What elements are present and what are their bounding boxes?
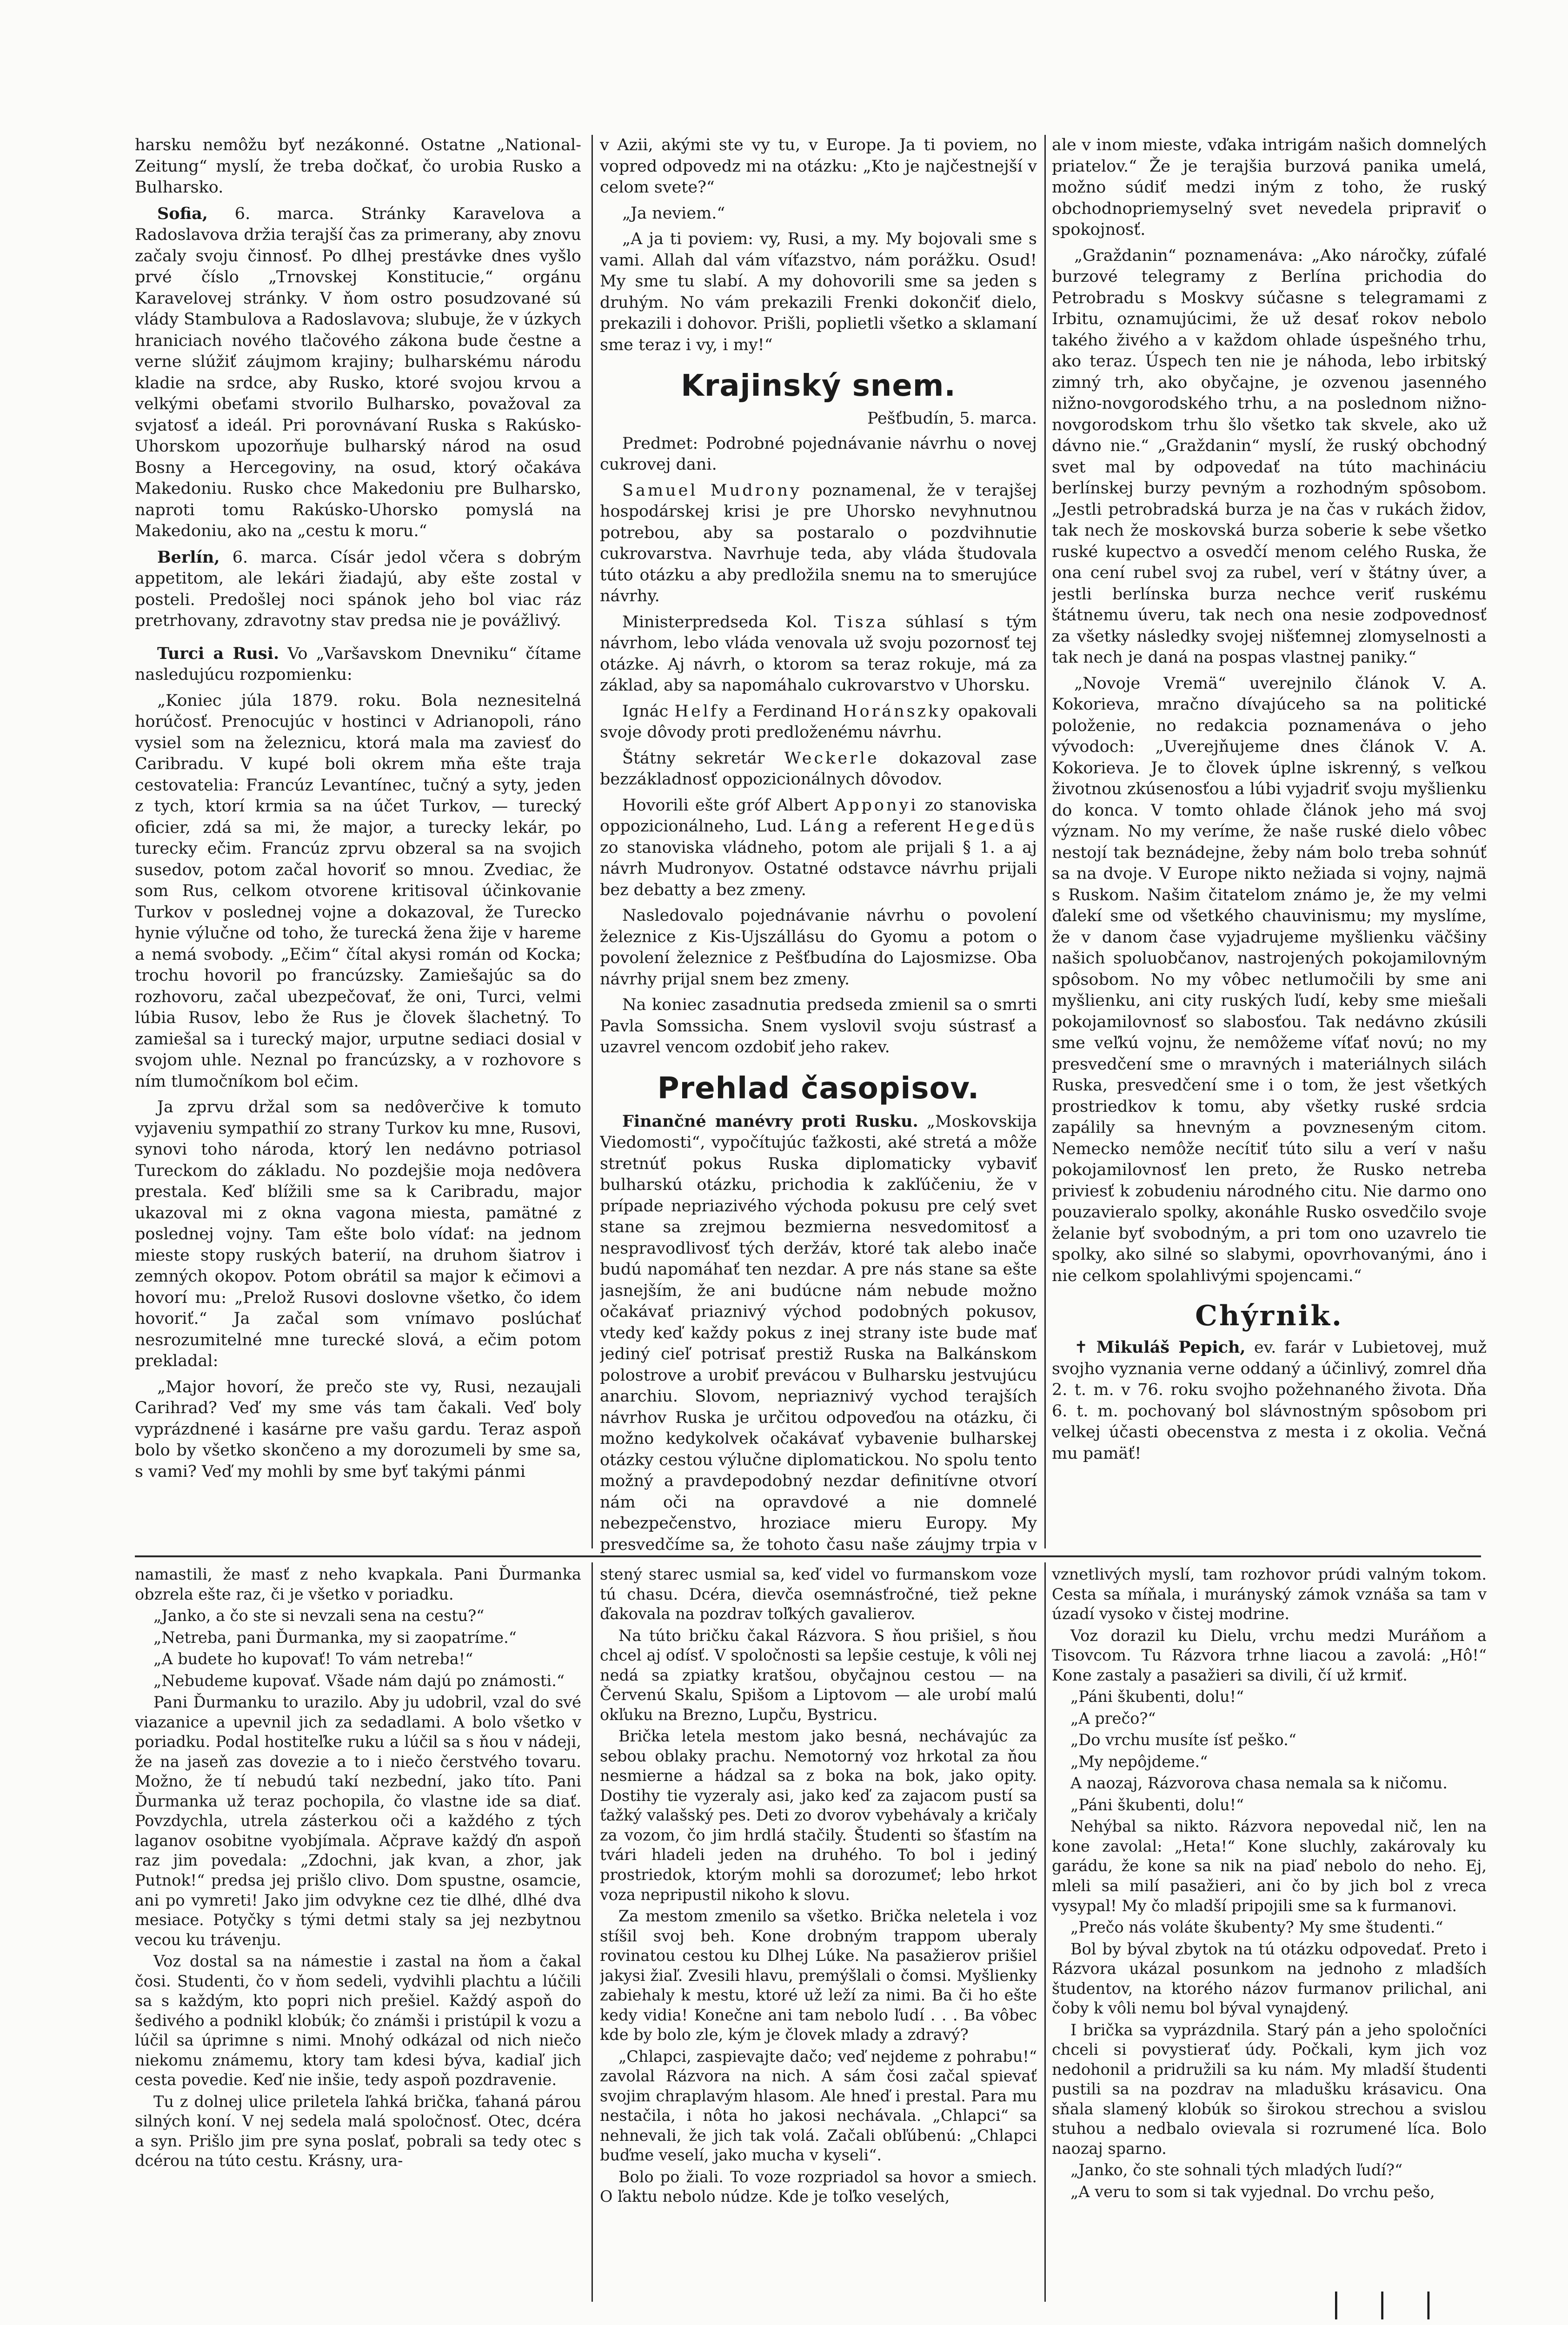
feuilleton-2-p2: Brička letela mestom jako besná, nechávajúc za sebou oblaky prachu. Nemotorný voz hrkotal za ňou nesmierne a hádzal sa z boka na bok, jako opity. Dostihy tie vyzeraly asi, jako keď za zajacom pustí sa ťažký valašský pes. Deti zo dvorov vybehávaly a kričaly za vozom, čo jim hrdlá stačily. Študenti so šťastím na tvári hladeli jeden na druhého. To bol i jediný prostriedok, ktorým mohli sa dorozumeť; lebo hrkot voza nepripustil nikoho k slovu. (600, 1727, 1037, 1904)
feuilleton-2-p4: „Chlapci, zaspievajte dačo; veď nejdeme z pohrabu!“ zavolal Rázvora na nich. A sám čosi začal spievať svojim chraplavým hlasom. Ale hneď i prestal. Para mu nestačila, i nôta ho jakosi nechávala. „Chlapci“ sa nehnevali, že jich tak volá. Začali obľúbenú: „Chlapci buďme veselí, jako mucha v kyseli“. (600, 2047, 1037, 2165)
continued-text: harsku nemôžu byť nezákonné. Ostatne „National-Zeitung“ myslí, že treba dočkať, čo urobia Rusko a Bulharsko. (135, 136, 581, 197)
feuilleton-1-p5: Pani Ďurmanku to urazilo. Aby ju udobril, vzal do své viazanice a upevnil jich za sedadlami. A bolo všetko v poriadku. Podal hostiteľke ruku a lúčil sa s ňou v nádeji, že na jaseň zas dovezie a to i niečo čerstvého tovaru. Možno, že tí nebudú takí nezbední, jako títo. Pani Ďurmanka už teraz pochopila, čo vlastne ide sa diať. Povzdychla, utrela zásterkou oči a každého z tých laganov osobitne vyobjímala. Ačprave každý ďn aspoň raz jim povedala: „Zdochni, jak kvan, a zhor, jak Putnok!“ predsa jej prišlo clivo. Dom spustne, osamcie, ani po vymreti! Jako jim odvykne cez tie dlhé, dlhé dva mesiace. Potyčky s tými detmi staly sa jej nezbytnou vecou ku trávenju. (135, 1693, 581, 1949)
column-1 (135, 135, 581, 1553)
feuilleton-2-p5: Bolo po žiali. To voze rozpriadol sa hovor a smiech. O ľaktu nebolo núdze. Kde je toľko veselých, (600, 2167, 1037, 2206)
snem-dateline: Pešťbudín, 5. marca. (867, 409, 1037, 428)
turci-news: Turci a Rusi. Vo „Varšavskom Dnevniku“ čítame nasledujúcu rozpomienku: (135, 644, 581, 684)
snem-paragraph-8: Na koniec zasadnutia predseda zmienil sa o smrti Pavla Somssicha. Snem vyslovil svoju sústrasť a uzavrel vencom ozdobiť jeho rakev. (600, 996, 1037, 1057)
feuilleton-1-p2: „Netreba, pani Ďurmanka, my si zaopatríme.“ (153, 1628, 517, 1647)
novoje-vremia-paragraph: „Novoje Vremä“ uverejnilo článok V. A. Kokorieva, mračno dívajúceho sa na politické položenie, no redakcia poznamenáva o jeho vývodoch: „Uverejňujeme dnes článok V. A. Kokorieva. Je to človek úplne iskrenný, s veľkou životnou zkúsenosťou a lúbi vyjadriť svoju myšlienku do konca. V tomto ohlade článok jeho má svoj význam. No my veríme, že naše ruské dielo vôbec nestojí tak beznádejne, žeby nám bolo treba sohnúť sa na dvoje. V Europe nikto nežiada si vojny, najmä s Ruskom. Našim čitatelom známo je, že my velmi ďalekí sme od všetkého chauvinismu; my myslíme, že v danom čase vyjadrujeme myšlienku väčšiny našich spoluobčanov, nastrojených pokojamilovným spôsobom. No my vôbec netlumočili by sme ani myšlienku, ani city ruských ľudí, keby sme miešali pokojamilovnosť so slabosťou. Tak nedávno zkúsili sme veľkú vojnu, že nemôžeme víťať novú; no my presvedčení sme o mravných i materiálnych silách Ruska, presvedčení sme i o tom, že jest všetkých prostriedkov k tomu, aby všetky ruské srdcia zapálily sa hnevným a povzneseným citom. Nemecko nemôže necítiť túto silu a verí v našu pokojamilovnosť len preto, že Rusko netreba priviesť k zobudeniu národného citu. Nie darmo ono pouzavieralo spolky, akonáhle Rusko osvedčilo svoje želanie byť svobodným, a pri tom ono uzavrelo tie spolky, ako silné so slabymi, opovrhovanými, áno i nie celkom spolahlivými spojencami.“ (1052, 674, 1487, 1285)
turci-dialog-1: „Ja neviem.“ (622, 204, 725, 223)
feuilleton-3-p9: „Prečo nás voláte škubenty? My sme študenti.“ (1070, 1918, 1443, 1937)
section-title-krajinsky-snem: Krajinský snem. (681, 369, 956, 403)
feuilleton-2-p1: Na túto bričku čakal Rázvora. S ňou prišiel, s ňou chcel aj odísť. V spoločnosti sa lepšie cestuje, k vôli nej nedá sa zpiatky kratšou, obyčajnou cestou — na Červenú Skalu, Spišom a Liptovom — ale urobí malú okľuku na Brezno, Lupču, Bystricu. (600, 1626, 1037, 1724)
turci-headline: Turci a Rusi. (157, 644, 279, 663)
feuilleton-rule-1 (591, 1562, 593, 2302)
turci-dialog-2: „A ja ti poviem: vy, Rusi, a my. My bojovali sme s vami. Allah dal vám víťazstvo, nám porážku. Osud! My sme tu slabí. A my dohovorili sme sa jeden s druhým. No vám prekazili Frenki dokončiť dielo, prekazili i dohovor. Prišli, poplietli všetko a sklamaní sme teraz i vy, i my!“ (600, 230, 1037, 354)
column-rule-2 (1044, 135, 1046, 1548)
feuilleton-3-p0: vznetlivých myslí, tam rozhovor prúdi valným tokom. Cesta sa míňala, i murányský zámok vznáša sa tam v úzadí vysoko v čistej modrine. (1052, 1565, 1487, 1623)
turci-paragraph-3: „Major hovorí, že prečo ste vy, Rusi, nezaujali Carihrad? Veď my sme vás tam čakali. Veď boly vyprázdnené i kasárne pre vašu gardu. Teraz aspoň bolo by všetko skončeno a my dorozumeli by sme sa, s vami? Veď my mohli by sme byť takými pánmi (135, 1377, 581, 1481)
feuilleton-3-p10: Bol by býval zbytok na tú otázku odpovedať. Preto i Rázvora ukázal posunkom na jednoho z mladších študentov, na ktorého názov furmanov prilichal, ani čoby k vôli nemu bol býval vynajdený. (1052, 1940, 1487, 2018)
feuilleton-2-p3: Za mestom zmenilo sa všetko. Brička neletela i voz stíšil svoj beh. Kone drobným trappom uberaly rovinatou cestou ku Dlhej Lúke. Na pasažierov prišiel jakysi žiaľ. Zvesili hlavu, premýšlali o čomsi. Myšlienky zabiehaly k mestu, ktoré už leží za nimi. Ba či ho ešte kedy vidia! Konečne ani tam nebolo ľudí . . . Ba vôbec kde by bolo zle, kým je človek mlady a zdravý? (600, 1907, 1037, 2044)
snem-paragraph-5: Štátny sekretár Weckerle dokazoval zase bezzákladnosť oppozicionálnych dôvodov. (600, 749, 1037, 789)
feuilleton-column-2 (600, 1565, 1037, 2309)
feuilleton-3-p13: „A veru to som si tak vyjednal. Do vrchu pešo, (1070, 2182, 1435, 2201)
feuilleton-1-p4: „Nebudeme kupovať. Všade nám dajú po známosti.“ (153, 1671, 565, 1690)
turci-paragraph-1: „Koniec júla 1879. roku. Bola neznesitelná horúčosť. Prenocujúc v hostinci v Adrianopoli, ráno vysiel som na železnicu, ktorá mala ma zaviesť do Caribradu. V kupé boli okrem mňa ešte traja cestovatelia: Francúz Levantínec, tučný a syty, jeden z tych, ktorí krmia sa na účet Turkov, — turecký oficier, zdá sa mi, že major, a turecky lekár, po turecky ečim. Francúz zprvu obzeral sa na svojich susedov, potom začal hovoriť so mnou. Zvediac, že som Rus, celkom otvorene kritisoval účinkovanie Turkov v poslednej vojne a dokazoval, že Turecko hynie výlučne od toho, že turecká žena žije v hareme a nemá svobody. „Ečim“ čítal akysi román od Kocka; trochu hovoril po francúzsky. Zamiešajúc sa do rozhovoru, začal ubezpečovať, že oni, Turci, velmi lúbia Rusov, lebo že Rus je človek šlachetný. To zamiešal sa i turecký major, urputne sediaci dosial v svojom uhle. Neznal po francúzsky, a v rozhovore s ním tlumočníkom bol ečim. (135, 691, 581, 1091)
feuilleton-1-p6: Voz dostal sa na námestie i zastal na ňom a čakal čosi. Studenti, čo v ňom sedeli, vydvihli plachtu a lúčili sa s každým, kto popri nich prešiel. Každý aspoň do šedivého a podnikl klobúk; čo známši i pristúpil k vozu a lúčil sa úprimne s nimi. Mnohý odkázal od nich niečo niekomu známemu, ktory tam kdesi býva, kadiaľ jich cesta povedie. Keď nie inšie, tedy aspoň pozdravenie. (135, 1952, 581, 2089)
column-rule-1 (591, 135, 593, 1548)
feuilleton-1-p1: „Janko, a čo ste si nevzali sena na cestu?“ (153, 1607, 485, 1625)
sofia-news: Sofia, 6. marca. Stránky Karavelova a Radoslavova držia terajší čas za primerany, aby znovu začaly svoju činnosť. Po dlhej prestávke dnes vyšlo prvé číslo „Trnovskej Konstitucie,“ orgánu Karavelovej stránky. V ňom ostro posudzované sú vlády Stambulova a Radoslavova; slubuje, že v úzkych hraniciach nového tlačového zákona bude čestne a verne slúžiť záujmom krajiny; bulharskému národu kladie na srdce, aby Rusko, ktoré svojou krvou a velkými obeťami stvorilo Bulharsko, považoval za svjatosť a ideál. Pri porovnávaní Ruska s Rakúsko-Uhorskom upozorňuje bulharský národ na osud Bosny a Hercegoviny, na osud, ktorý očakáva Makedoniu. Rusko chce Makedoniu pre Bulharsko, naproti tomu Rakúsko-Uhorsko pomyslá na Makedoniu, ako na „cestu k moru.“ (135, 204, 581, 540)
feuilleton-3-p3: „A prečo?“ (1070, 1709, 1156, 1727)
sofia-dateline: Sofia, (157, 204, 208, 223)
cross-icon: ✝ (1074, 1338, 1088, 1357)
feuilleton-1-p7: Tu z dolnej ulice priletela ľahká brička, ťahaná párou silných koní. V nej sedela malá spoločnosť. Otec, dcéra a syn. Prišlo jim pre syna poslať, pobrali sa tedy otec s dcérou na túto cestu. Krásny, ura- (135, 2092, 581, 2170)
berlin-dateline: Berlín, (157, 547, 220, 567)
feuilleton-1-p0: namastili, že masť z neho kvapkala. Pani Ďurmanka obzrela ešte raz, či je všetko v poriadku. (135, 1565, 581, 1603)
column-3 (1052, 135, 1487, 1553)
snem-paragraph-2: Samuel Mudrony poznamenal, že v terajšej hospodárskej krisi je pre Uhorsko nevyhnutnou potrebou, aby sa postaralo o pozdvihnutie cukrovarstva. Navrhuje teda, aby vláda študovala túto otázku a aby predložila snemu na to smerujúce návrhy. (600, 481, 1037, 606)
prehlad-paragraph-1: Finančné manévry proti Rusku. „Moskovskija Viedomosti“, vypočítujúc ťažkosti, aké stretá a môže stretnúť pokus Ruska diplomaticky vybaviť bulharskú otázku, prichodia k zakľúčeniu, že v prípade nepriazivého východa pokusu pre celý svet stane sa zrejmou bezmierna nesvedomitosť a nespravodlivosť tých deržáv, ktoré tak alebo inače budú napomáhať ten nezdar. A pre nás stane sa ešte jasnejším, že ani budúcne nám nebude možno očakávať priaznivý východ podobných pokusov, vtedy keď každy pokus z inej strany iste bude mať jediný cieľ potrisať prestiž Ruska na Balkánskom polostrove a urobiť prevácou v Bulharsku jestvujúcu anarchiu. Slovom, nepriaznivý vychod terajších návrhov Ruska je určitou odpoveďou na otázku, či možno kedykolvek očakávať vybavenie bulharskej otázky cestou výlučne diplomatickou. No spolu tento možný a pravdepodobný nezdar definitívne otvorí nám oči na opravdové a nie domnelé nebezpečenstvo, hroziace mieru Europy. My presvedčíme sa, že tohoto času naše záujmy trpia v (600, 1111, 1037, 1553)
turci-continued: v Azii, akými ste vy tu, v Europe. Ja ti poviem, no vopred odpovedz mi na otázku: „Kto je najčestnejší v celom svete?“ (600, 136, 1037, 197)
snem-paragraph-4: Ignác Helfy a Ferdinand Horánszky opakovali svoje dôvody proti predloženému návrhu. (600, 702, 1037, 742)
feuilleton-3-p1: Voz dorazil ku Dielu, vrchu medzi Muráňom a Tisovcom. Tu Rázvora trhne liacou a zavolá: „Hô!“ Kone zastaly a pasažieri sa divili, čí už krmiť. (1052, 1626, 1487, 1684)
feuilleton-divider (135, 1555, 1481, 1557)
snem-paragraph-7: Nasledovalo pojednávanie návrhu o povolení železnice z Kis-Ujszállásu do Gyomu a potom o povolení železnice z Pešťbudína do Lajosmizse. Oba návrhy prijal snem bez zmeny. (600, 906, 1037, 989)
snem-paragraph-3: Ministerpredseda Kol. Tisza súhlasí s tým návrhom, lebo vláda venovala už svoju pozornosť tej otázke. Aj návrh, o ktorom sa teraz rokuje, má za základ, aby sa napomáhalo cukrovarstvo v Uhorsku. (600, 612, 1037, 695)
feuilleton-column-3 (1052, 1565, 1487, 2309)
feuilleton-3-p4: „Do vrchu musíte ísť peško.“ (1070, 1731, 1296, 1749)
feuilleton-3-p2: „Páni škubenti, dolu!“ (1070, 1687, 1244, 1706)
column-2 (600, 135, 1037, 1553)
feuilleton-3-p11: I brička sa vyprázdnila. Starý pán a jeho spoločníci chceli si povystierať údy. Počkali, kym jich voz nedohonil a pridružili sa ku nám. My mladší študenti pustili sa na pozdrav na mladušku krásavicu. Ona sňala slamený klobúk so širokou strechou a svislou stuhou a nedbalo ovievala si rozrumené líca. Bolo naozaj sparno. (1052, 2020, 1487, 2158)
feuilleton-2-p0: stený starec usmial sa, keď videl vo furmanskom voze tú chasu. Dcéra, dievča osemnásťročné, tiež pekne ďakovala na pozdrav toľkých gavalierov. (600, 1565, 1037, 1623)
feuilleton-3-p6: A naozaj, Rázvorova chasa nemala sa k ničomu. (1070, 1774, 1448, 1793)
turci-paragraph-2: Ja zprvu držal som sa nedôverčive k tomuto vyjaveniu sympathií zo strany Turkov ku mne, Rusovi, synovi toho národa, ktorý len nedávno potriasol Tureckom do základu. No pozdejšie moja nedôvera prestala. Keď blížili sme sa k Caribradu, major ukazoval mi z okna vagona miesta, pamätné z poslednej vojny. Tam ešte bolo vídať: na jednom mieste stopy ruských baterií, na druhom šiatrov i zemných okopov. Potom obrátil sa major k ečimovi a hovorí mu: „Prelož Rusovi doslovne všetko, čo idem hovoriť.“ Ja začal som vnímavo poslúchať nesrozumitelné mne turecké slová, a ečim potom prekladal: (135, 1098, 581, 1370)
snem-paragraph-6: Hovorili ešte gróf Albert Apponyi zo stanoviska oppozicionálneho, Lud. Láng a referent Hegedüs zo stanoviska vládneho, potom ale prijali § 1. a aj návrh Mudronyov. Ostatné odstavce návrhu prijali bez debatty a bez zmeny. (600, 796, 1037, 899)
feuilleton-3-p7: „Páni škubenti, dolu!“ (1070, 1795, 1244, 1814)
feuilleton-3-p12: „Janko, čo ste sohnali tých mladých ľudí?“ (1070, 2161, 1403, 2179)
feuilleton-3-p5: „My nepôjdeme.“ (1070, 1752, 1208, 1771)
berlin-news: Berlín, 6. marca. Císár jedol včera s dobrým appetitom, ale lekári žiadajú, aby ešte zostal v posteli. Predošlej noci spánok jeho bol viac ráz pretrhovany, zdravotny stav predsa nie je povážlivý. (135, 547, 581, 630)
section-title-chyrnik: Chýrnik. (1195, 1300, 1343, 1332)
prehlad-headline: Finančné manévry proti Rusku. (622, 1111, 918, 1131)
obituary-name: Mikuláš Pepich, (1096, 1338, 1246, 1357)
grazdanin-paragraph: „Graždanin“ poznamenáva: „Ako náročky, zúfalé burzové telegramy z Berlína prichodia do Petrobradu s Moskvy súčasne s telegramami z Irbitu, oznamujúcimi, že už desať rokov nebolo takého živého a v každom ohlade úspešného trhu, ako teraz. Úspech ten nie je náhoda, lebo irbitský zimný trh, ako obyčajne, je ozvenou jasenného nižno-novgorodského trhu, a na poslednom nižno-novgorodskom trhu šlo všetko tak skvele, ako už dávno nie.“ „Graždanin“ myslí, že ruský obchodný svet mal by odpovedať na túto machináciu berlínskej burzy pevným a rozhodným spôsobom. „Jestli petrobradská burza je na čas v rukách židov, tak nech že moskovská burza soberie k sebe všetko ruské kupectvo a osvedčí menom celého Ruska, že ona cení rubel svoj za rubel, verí v štátny úver, a jestli berlínska burza nechce veriť ruskému štátnemu úveru, tak nech ona nesie zodpovednosť za všetky následky svojej nišťemnej zlomyselnosti a tak nech je daná na pospas vlastnej paniky.“ (1052, 246, 1487, 667)
prehlad-continued: ale v inom mieste, vďaka intrigám našich domnelých priatelov.“ Že je terajšia burzová panika umelá, možno súdiť medzi iným z toho, že ruský obchodnopriemyselný svet nevedela pripraviť o spokojnosť. (1052, 136, 1487, 239)
snem-paragraph-1: Predmet: Podrobné pojednávanie návrhu o novej cukrovej dani. (600, 434, 1037, 474)
section-title-prehlad-casopisov: Prehlad časopisov. (657, 1071, 980, 1106)
feuilleton-rule-2 (1044, 1562, 1046, 2302)
feuilleton-1-p3: „A budete ho kupovať! To vám netreba!“ (153, 1650, 473, 1668)
chyrnik-obituary: ✝ Mikuláš Pepich, ev. farár v Lubietovej, muž svojho vyznania verne oddaný a účinlivý, zomrel dňa 2. t. m. v 76. roku svojho požehnaného života. Dňa 6. t. m. pochovaný bol slávnostným spôsobom pri velkej účasti obecenstva z mesta i z okolia. Večná mu pamäť! (1052, 1338, 1487, 1463)
footer-marks: | | | (1331, 2287, 1447, 2320)
feuilleton-column-1 (135, 1565, 581, 2309)
feuilleton-3-p8: Nehýbal sa nikto. Rázvora nepovedal nič, len na kone zavolal: „Heta!“ Kone sluchly, zakárovaly ku garádu, že kone sa nik na piaď nebolo do neho. Ej, mleli sa milí pasažieri, ani čo by jich bol z vreca vysypal! My čo mladší pripojili sme sa k furmanovi. (1052, 1817, 1487, 1915)
